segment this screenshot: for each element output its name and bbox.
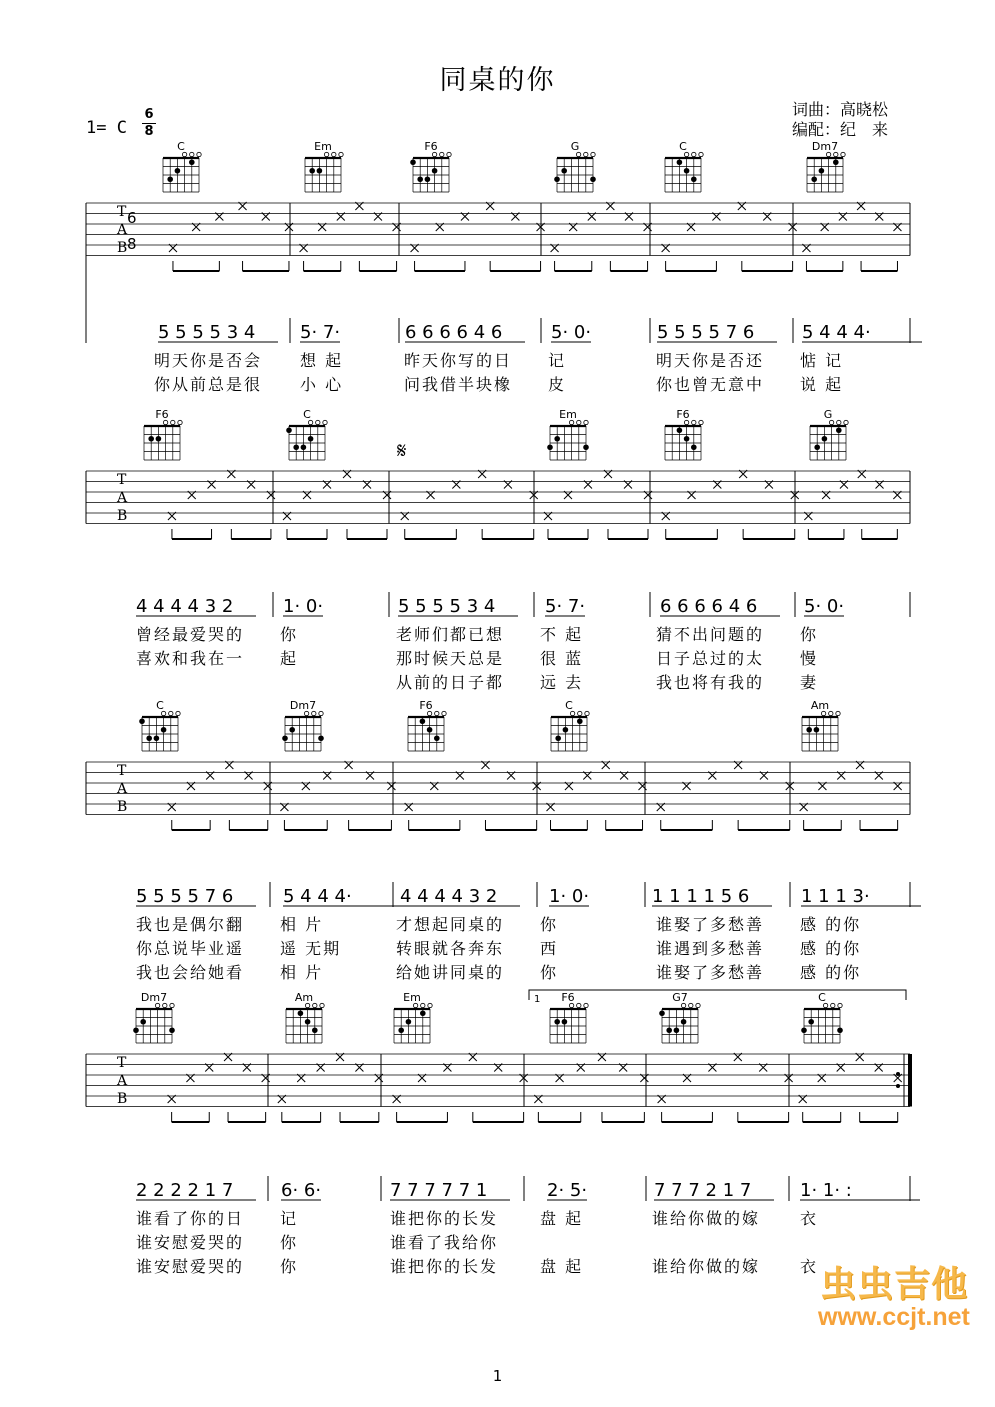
lyric-text: 喜欢和我在一: [136, 649, 245, 668]
tab-time-signature-top: 6: [127, 209, 137, 227]
tab-clef-letter: B: [117, 508, 128, 524]
lyric-text: 那时候天总是: [396, 649, 505, 668]
chord-finger-dot: [282, 735, 288, 741]
chord-finger-dot: [833, 159, 839, 165]
chord-finger-dot: [659, 1010, 665, 1016]
lyric-text: 昨天你写的日: [404, 351, 513, 370]
lyric-text: 记: [280, 1209, 299, 1228]
numbered-notation: 5· 7·: [300, 322, 341, 343]
lyric-text: 谁把你的长发: [390, 1209, 499, 1228]
chord-finger-dot: [434, 735, 440, 741]
chord-diagram: [547, 408, 589, 460]
numbered-notation: 2 2 2 2 1 7: [136, 1180, 234, 1201]
chord-diagram: [305, 140, 343, 192]
chord-name: F6: [419, 699, 433, 712]
lyric-text: 不 起: [540, 625, 584, 644]
lyric-text: 老师们都已想: [396, 625, 505, 644]
lyric-text: 说 起: [800, 375, 844, 394]
chord-name: F6: [561, 991, 575, 1004]
lyric-text: 你: [800, 625, 819, 644]
chord-name: G: [823, 408, 833, 421]
chord-diagram: [807, 140, 845, 192]
chord-open-string: [692, 420, 696, 424]
chord-open-string: [332, 152, 336, 156]
chord-diagram: [133, 991, 175, 1043]
chord-open-string: [689, 1003, 693, 1007]
chord-finger-dot: [169, 1027, 175, 1033]
chord-finger-dot: [561, 168, 567, 174]
chord-open-string: [578, 711, 582, 715]
chord-open-string: [696, 1003, 700, 1007]
lyric-text: 很 蓝: [540, 649, 584, 668]
tab-clef-letter: B: [117, 240, 128, 256]
key-signature: 1= C: [86, 118, 127, 138]
chord-finger-dot: [318, 735, 324, 741]
numbered-notation: 6 6 6 6 4 6: [405, 322, 503, 343]
chord-finger-dot: [822, 436, 828, 442]
chord-diagram: [554, 140, 596, 192]
chord-finger-dot: [554, 1019, 560, 1025]
chord-open-string: [584, 152, 588, 156]
chord-finger-dot: [577, 718, 583, 724]
chord-name: Dm7: [811, 140, 839, 153]
lyric-text: 感 的你: [800, 963, 862, 982]
lyric-text: 谁给你做的嫁: [652, 1257, 761, 1276]
chord-open-string: [841, 152, 845, 156]
lyric-text: 明天你是否还: [656, 351, 765, 370]
tab-clef-letter: T: [117, 1055, 127, 1071]
chord-diagram: [144, 408, 182, 460]
watermark-logo: [818, 1256, 970, 1332]
chord-finger-dot: [148, 436, 154, 442]
lyric-text: 衣: [800, 1209, 819, 1228]
lyric-text: 你也曾无意中: [656, 375, 765, 394]
chord-finger-dot: [681, 1019, 687, 1025]
chord-finger-dot: [554, 436, 560, 442]
lyric-text: 你: [280, 625, 299, 644]
numbered-notation: 1 1 1 1 5 6: [652, 886, 750, 907]
chord-open-string: [435, 711, 439, 715]
numbered-notation: 2· 5·: [547, 1180, 588, 1201]
lyric-text: 远 去: [540, 673, 584, 692]
chord-finger-dot: [308, 436, 314, 442]
chord-finger-dot: [175, 168, 181, 174]
chord-finger-dot: [146, 735, 152, 741]
numbered-notation: 5 5 5 5 7 6: [136, 886, 234, 907]
lyric-text: 问我借半块橡: [404, 375, 513, 394]
chord-name: Em: [559, 408, 577, 421]
lyric-text: 你总说毕业遥: [136, 939, 245, 958]
chord-diagram: [665, 408, 703, 460]
lyric-text: 相 片: [280, 963, 324, 982]
chord-open-string: [844, 420, 848, 424]
chord-name: Em: [403, 991, 421, 1004]
chord-open-string: [316, 420, 320, 424]
chord-finger-dot: [289, 727, 295, 733]
repeat-dot: [896, 1072, 900, 1076]
chord-open-string: [585, 711, 589, 715]
chord-open-string: [837, 420, 841, 424]
chord-finger-dot: [140, 1019, 146, 1025]
lyric-text: 小 心: [300, 375, 344, 394]
numbered-notation: 5 5 5 5 3 4: [398, 596, 496, 617]
chord-finger-dot: [811, 176, 817, 182]
chord-finger-dot: [836, 427, 842, 433]
lyric-text: 给她讲同桌的: [396, 963, 505, 982]
chord-finger-dot: [808, 1019, 814, 1025]
chord-open-string: [440, 152, 444, 156]
chord-open-string: [591, 152, 595, 156]
lyric-text: 转眼就各奔东: [396, 939, 505, 958]
numbered-notation: 5 5 5 5 7 6: [657, 322, 755, 343]
lyric-text: 皮: [548, 375, 567, 394]
chord-diagram: [163, 140, 201, 192]
chord-name: C: [818, 991, 826, 1004]
chord-open-string: [692, 152, 696, 156]
chord-finger-dot: [555, 735, 561, 741]
chord-finger-dot: [293, 444, 299, 450]
chord-finger-dot: [398, 1027, 404, 1033]
chord-finger-dot: [432, 168, 438, 174]
lyric-text: 谁安慰爱哭的: [136, 1233, 245, 1252]
lyric-text: 你: [280, 1257, 299, 1276]
chord-open-string: [323, 420, 327, 424]
chord-finger-dot: [425, 176, 431, 182]
chord-finger-dot: [590, 176, 596, 182]
chord-finger-dot: [814, 727, 820, 733]
chord-finger-dot: [562, 1019, 568, 1025]
lyric-text: 谁遇到多愁善: [656, 939, 765, 958]
chord-open-string: [577, 1003, 581, 1007]
chord-finger-dot: [161, 727, 167, 733]
lyric-text: 慢: [800, 649, 819, 668]
lyric-text: 惦 记: [800, 351, 844, 370]
chord-name: C: [177, 140, 185, 153]
chord-finger-dot: [133, 1027, 139, 1033]
chord-finger-dot: [301, 444, 307, 450]
numbered-notation: 5· 0·: [804, 596, 845, 617]
lyric-text: 谁看了我给你: [390, 1233, 499, 1252]
numbered-notation: 5· 0·: [551, 322, 592, 343]
lyric-text: 你: [280, 1233, 299, 1252]
numbered-notation: 5 4 4 4·: [283, 886, 352, 907]
chord-finger-dot: [801, 1027, 807, 1033]
chord-name: C: [679, 140, 687, 153]
lyric-text: 谁娶了多愁善: [656, 963, 765, 982]
numbered-notation: 1· 0·: [283, 596, 324, 617]
chord-diagram: [286, 991, 324, 1043]
chord-finger-dot: [691, 444, 697, 450]
chord-open-string: [319, 711, 323, 715]
chord-open-string: [197, 152, 201, 156]
lyric-text: 谁给你做的嫁: [652, 1209, 761, 1228]
chord-finger-dot: [305, 1019, 311, 1025]
lyric-text: 盘 起: [540, 1257, 584, 1276]
tab-time-signature-bottom: 8: [127, 235, 137, 253]
lyric-text: 日子总过的太: [656, 649, 765, 668]
lyric-text: 曾经最爱哭的: [136, 625, 245, 644]
chord-finger-dot: [547, 444, 553, 450]
numbered-notation: 4 4 4 4 3 2: [136, 596, 234, 617]
chord-name: C: [303, 408, 311, 421]
chord-finger-dot: [814, 444, 820, 450]
tab-clef-letter: A: [117, 490, 128, 506]
lyric-text: 从前的日子都: [396, 673, 505, 692]
numbered-notation: 1· 1· :: [800, 1180, 852, 1201]
watermark-brand: 虫虫吉他: [819, 1264, 968, 1305]
numbered-notation: 7 7 7 7 7 1: [390, 1180, 488, 1201]
lyric-text: 西: [540, 939, 559, 958]
lyric-text: 衣: [800, 1257, 819, 1276]
lyric-text: 我也将有我的: [656, 673, 765, 692]
chord-finger-dot: [837, 1027, 843, 1033]
chord-finger-dot: [806, 727, 812, 733]
chord-finger-dot: [554, 176, 560, 182]
chord-open-string: [169, 711, 173, 715]
lyric-text: 谁安慰爱哭的: [136, 1257, 245, 1276]
numbered-notation: 1 1 1 3·: [801, 886, 870, 907]
chord-finger-dot: [189, 159, 195, 165]
tab-clef-letter: T: [117, 763, 127, 779]
song-title: 同桌的你: [439, 65, 556, 96]
chord-open-string: [831, 1003, 835, 1007]
numbered-notation: 6· 6·: [281, 1180, 322, 1201]
chord-finger-dot: [819, 168, 825, 174]
numbered-notation: 6 6 6 6 4 6: [660, 596, 758, 617]
chord-name: Dm7: [289, 699, 317, 712]
chord-finger-dot: [563, 727, 569, 733]
chord-finger-dot: [309, 168, 315, 174]
numbered-notation: 5 4 4 4·: [802, 322, 871, 343]
chord-finger-dot: [684, 436, 690, 442]
lyric-text: 记: [548, 351, 567, 370]
chord-diagram: [810, 408, 848, 460]
chord-finger-dot: [298, 1010, 304, 1016]
chord-open-string: [170, 1003, 174, 1007]
watermark-url: www.ccjt.net: [818, 1303, 970, 1331]
tab-clef-letter: A: [117, 222, 128, 238]
tab-clef-letter: B: [117, 1091, 128, 1107]
chord-finger-dot: [674, 1027, 680, 1033]
chord-open-string: [190, 152, 194, 156]
lyric-text: 猜不出问题的: [656, 625, 765, 644]
chord-diagram: [410, 140, 451, 192]
chord-open-string: [176, 711, 180, 715]
chord-finger-dot: [139, 718, 145, 724]
chord-diagram: [550, 991, 588, 1043]
chord-name: F6: [676, 408, 690, 421]
chord-name: C: [156, 699, 164, 712]
chord-open-string: [584, 1003, 588, 1007]
lyric-text: 遥 无期: [280, 939, 342, 958]
numbered-notation: 5 5 5 5 3 4: [158, 322, 256, 343]
lyric-text: 明天你是否会: [154, 351, 263, 370]
tab-clef-letter: A: [117, 781, 128, 797]
chord-open-string: [836, 711, 840, 715]
chord-finger-dot: [317, 168, 323, 174]
chord-open-string: [699, 152, 703, 156]
chord-name: F6: [155, 408, 169, 421]
chord-name: G7: [672, 991, 688, 1004]
time-signature-top: 6: [144, 107, 154, 122]
credits-arranger: 编配：纪 来: [792, 120, 889, 139]
numbered-notation: 1· 0·: [549, 886, 590, 907]
chord-finger-dot: [286, 427, 292, 433]
chord-open-string: [320, 1003, 324, 1007]
page-number: 1: [492, 1367, 503, 1385]
chord-finger-dot: [156, 436, 162, 442]
chord-finger-dot: [167, 176, 173, 182]
chord-finger-dot: [666, 1027, 672, 1033]
chord-diagram: [282, 699, 324, 751]
volta-number: 1: [534, 994, 541, 1005]
tab-clef-letter: T: [117, 472, 127, 488]
segno-sign: 𝄋: [397, 439, 407, 464]
time-signature-bottom: 8: [144, 124, 154, 139]
lyric-text: 想 起: [300, 351, 344, 370]
chord-diagram: [286, 408, 327, 460]
lyric-text: 盘 起: [540, 1209, 584, 1228]
chord-name: Am: [810, 699, 830, 712]
chord-open-string: [171, 420, 175, 424]
credits-lyricist-composer: 词曲：高晓松: [792, 100, 889, 119]
chord-diagram: [551, 699, 589, 751]
chord-finger-dot: [427, 727, 433, 733]
chord-finger-dot: [420, 1010, 426, 1016]
chord-finger-dot: [677, 427, 683, 433]
chord-finger-dot: [406, 1019, 412, 1025]
chord-open-string: [584, 420, 588, 424]
chord-open-string: [339, 152, 343, 156]
chord-name: C: [565, 699, 573, 712]
chord-open-string: [829, 711, 833, 715]
lyric-text: 妻: [800, 673, 819, 692]
chord-diagram: [802, 699, 840, 751]
chord-finger-dot: [691, 176, 697, 182]
chord-finger-dot: [677, 159, 683, 165]
chord-finger-dot: [583, 444, 589, 450]
chord-diagram: [665, 140, 703, 192]
lyric-text: 我也会给她看: [136, 963, 245, 982]
chord-open-string: [447, 152, 451, 156]
numbered-notation: 7 7 7 2 1 7: [654, 1180, 752, 1201]
chord-open-string: [838, 1003, 842, 1007]
chord-diagram: [394, 991, 432, 1043]
chord-diagram: [408, 699, 446, 751]
chord-finger-dot: [420, 718, 426, 724]
chord-finger-dot: [410, 159, 416, 165]
chord-finger-dot: [684, 168, 690, 174]
volta-bracket: [529, 990, 906, 1000]
chord-name: Am: [294, 991, 314, 1004]
lyric-text: 感 的你: [800, 939, 862, 958]
tab-clef-letter: T: [117, 204, 127, 220]
chord-finger-dot: [312, 1027, 318, 1033]
chord-diagram: [801, 991, 843, 1043]
chord-name: Dm7: [140, 991, 168, 1004]
repeat-dot: [896, 1084, 900, 1088]
lyric-text: 你从前总是很: [154, 375, 263, 394]
lyric-text: 起: [280, 649, 299, 668]
chord-name: F6: [424, 140, 438, 153]
lyric-text: 我也是偶尔翻: [136, 915, 245, 934]
chord-finger-dot: [154, 735, 160, 741]
chord-diagram: [139, 699, 180, 751]
lyric-text: 你: [540, 915, 559, 934]
numbered-notation: 5· 7·: [545, 596, 586, 617]
lyric-text: 相 片: [280, 915, 324, 934]
chord-name: G: [570, 140, 580, 153]
tab-clef-letter: B: [117, 799, 128, 815]
chord-name: Em: [314, 140, 332, 153]
chord-open-string: [313, 1003, 317, 1007]
chord-diagram: [659, 991, 700, 1043]
lyric-text: 谁把你的长发: [390, 1257, 499, 1276]
chord-open-string: [178, 420, 182, 424]
chord-open-string: [442, 711, 446, 715]
chord-open-string: [421, 1003, 425, 1007]
lyric-text: 你: [540, 963, 559, 982]
lyric-text: 才想起同桌的: [396, 915, 505, 934]
chord-open-string: [428, 1003, 432, 1007]
lyric-text: 感 的你: [800, 915, 862, 934]
chord-open-string: [577, 420, 581, 424]
lyric-text: 谁娶了多愁善: [656, 915, 765, 934]
chord-open-string: [699, 420, 703, 424]
chord-finger-dot: [417, 176, 423, 182]
numbered-notation: 4 4 4 4 3 2: [400, 886, 498, 907]
lyric-text: 谁看了你的日: [136, 1209, 245, 1228]
tab-clef-letter: A: [117, 1073, 128, 1089]
